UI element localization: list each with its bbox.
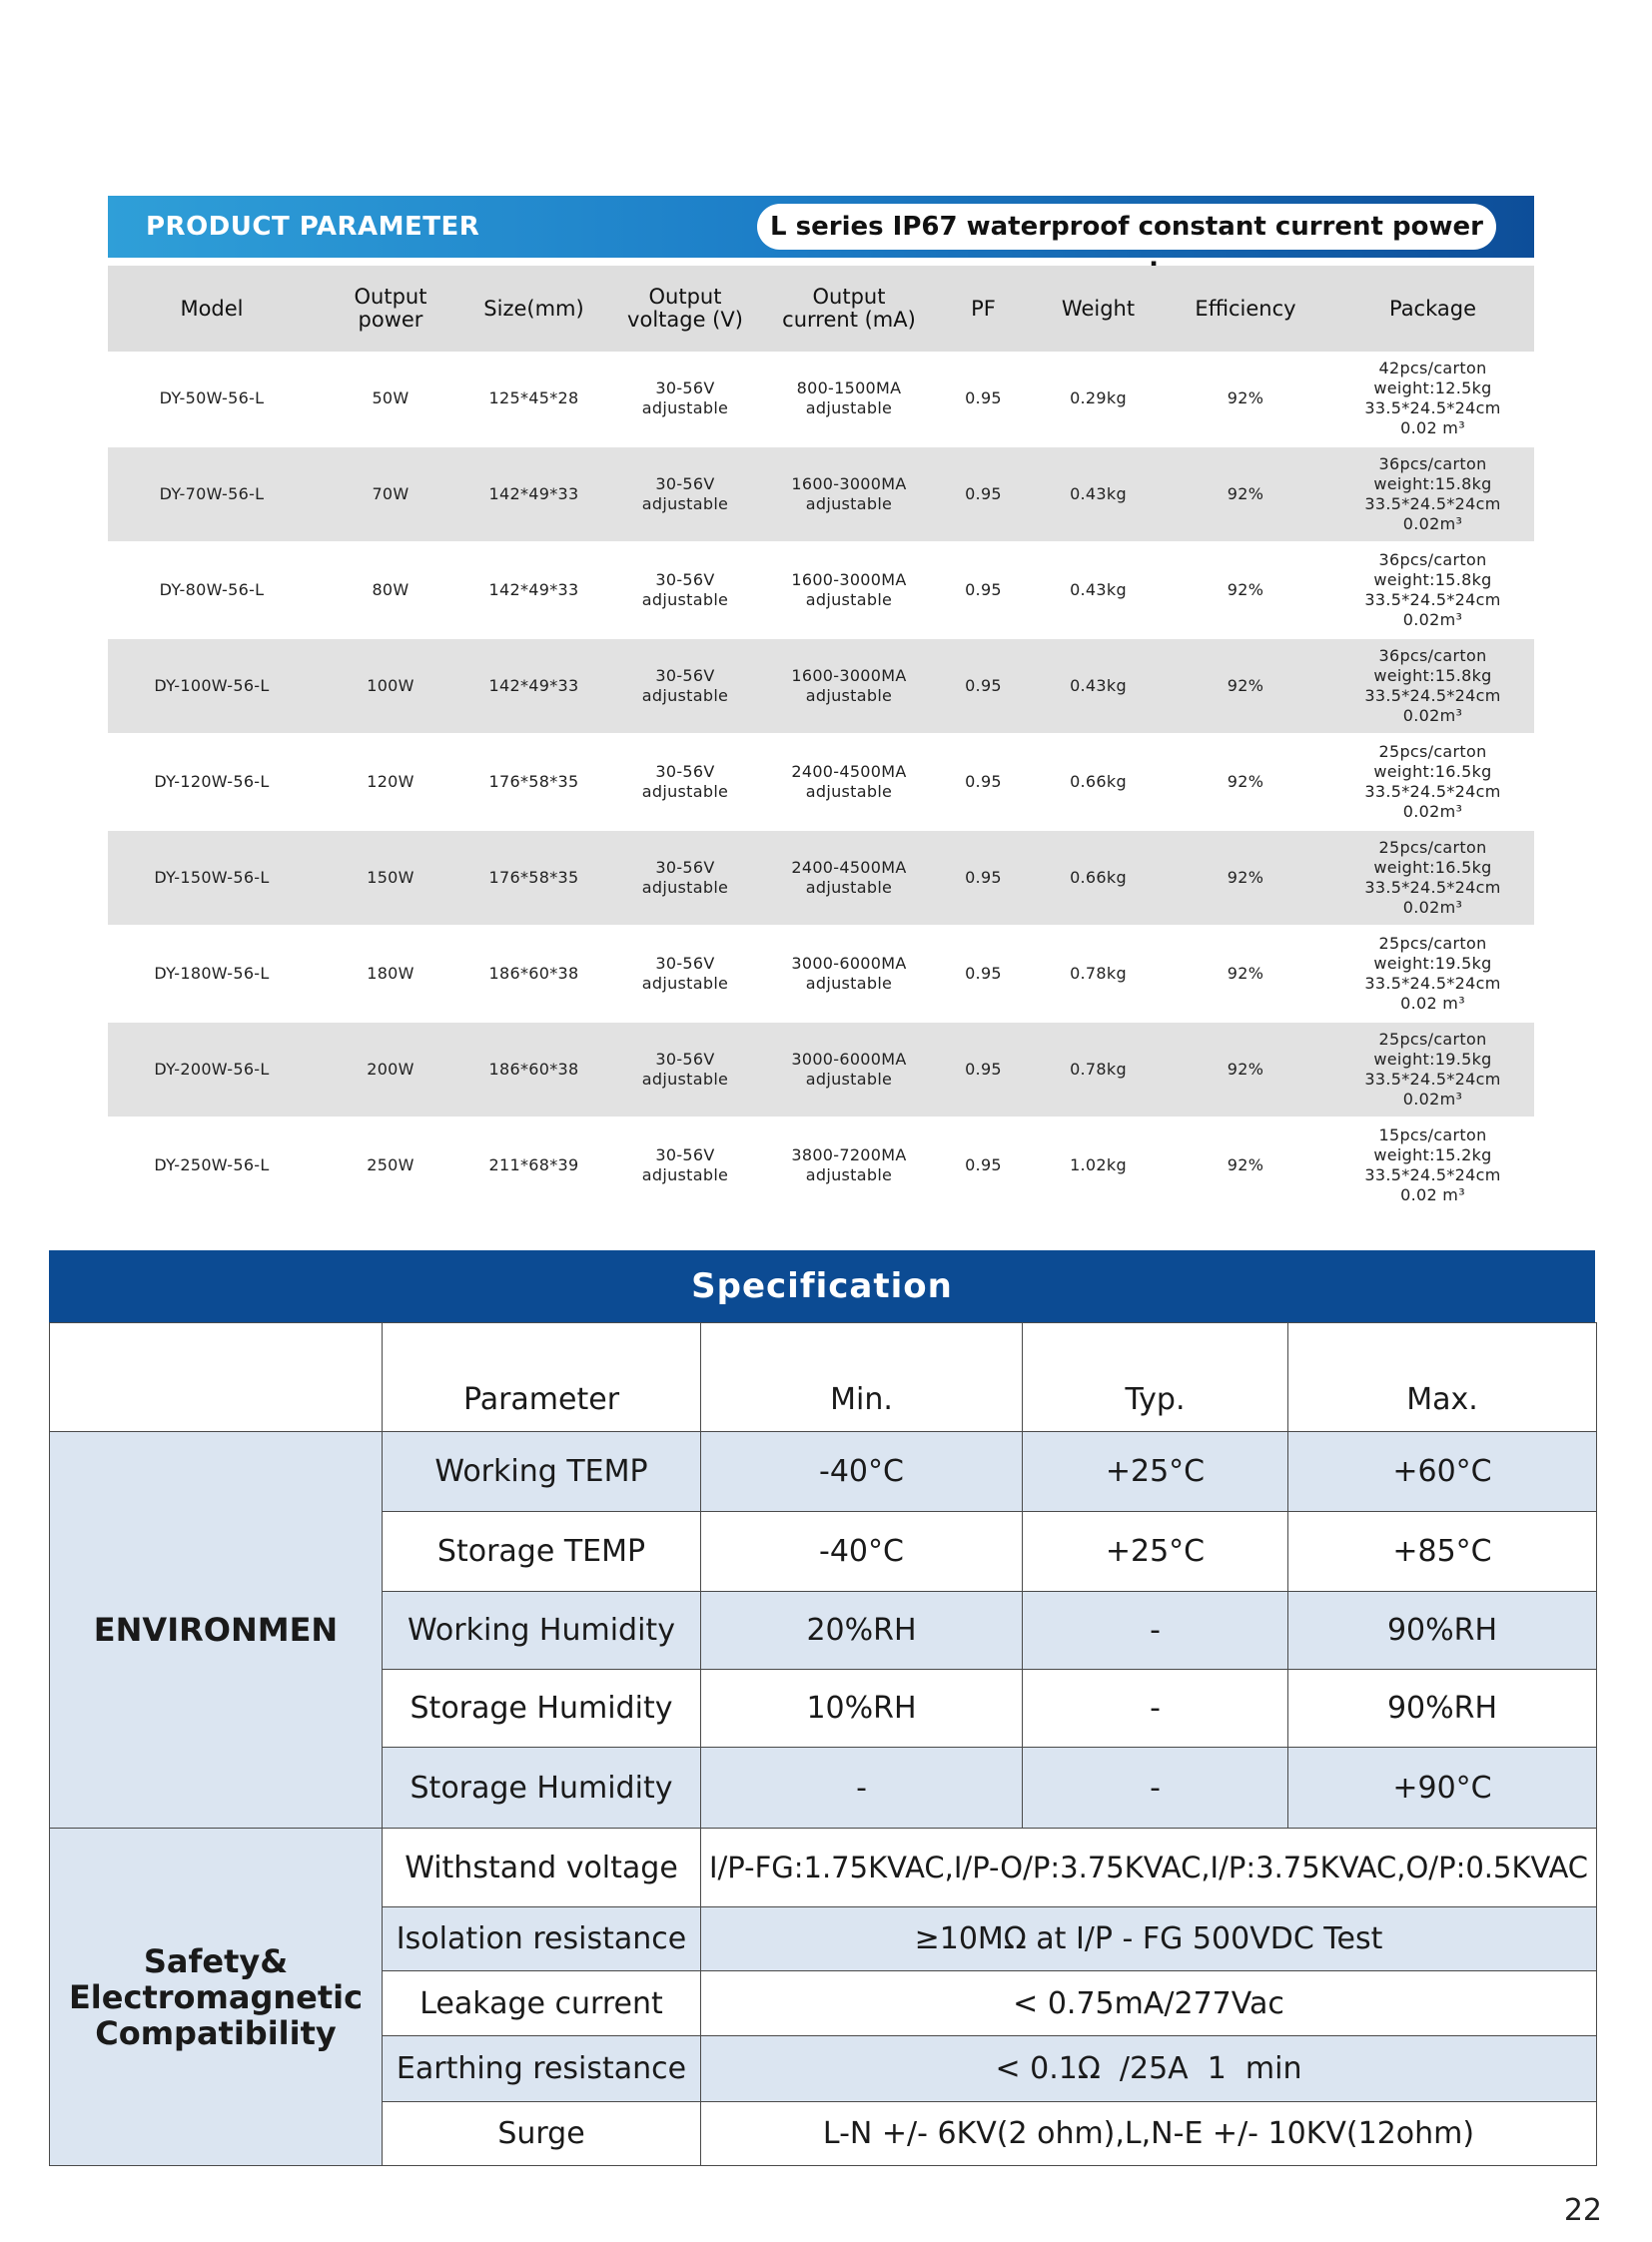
current-cell-line: 1600-3000MA xyxy=(791,666,907,685)
size-cell: 125*45*28 xyxy=(488,388,579,407)
voltage-cell-line: adjustable xyxy=(641,590,729,609)
voltage-cell xyxy=(602,927,768,1021)
spec-value: < 0.1Ω /25A 1 min xyxy=(701,2036,1597,2102)
current-cell-line: adjustable xyxy=(805,782,893,801)
spec-value: < 0.75mA/277Vac xyxy=(701,1971,1597,2036)
efficiency-cell: 92% xyxy=(1227,964,1264,983)
header-efficiency: Efficiency xyxy=(1160,266,1331,352)
package-cell-line: weight:19.5kg xyxy=(1373,954,1492,973)
voltage-cell-line: 30-56V xyxy=(655,1050,715,1069)
size-cell: 186*60*38 xyxy=(488,964,579,983)
header-output-voltage: Output voltage (V) xyxy=(602,266,768,352)
current-cell xyxy=(768,352,930,445)
voltage-cell xyxy=(602,1119,768,1212)
spec-value: ≥10MΩ at I/P - FG 500VDC Test xyxy=(701,1907,1597,1971)
spec-typ: - xyxy=(1023,1748,1288,1829)
package-cell-line: weight:15.8kg xyxy=(1373,570,1492,589)
package-cell-line: 0.02m³ xyxy=(1402,898,1463,917)
specification-title: Specification xyxy=(49,1250,1595,1322)
current-cell-line: 3800-7200MA xyxy=(791,1145,907,1164)
power-cell: 150W xyxy=(316,831,465,925)
size-cell: 186*60*38 xyxy=(465,1023,602,1117)
package-cell-line: weight:16.5kg xyxy=(1373,762,1492,781)
package-cell-line: 25pcs/carton xyxy=(1378,742,1487,761)
product-parameter-table xyxy=(108,266,1534,1212)
package-cell-line: weight:15.8kg xyxy=(1373,474,1492,493)
spec-min: - xyxy=(701,1748,1023,1829)
package-cell-line: 0.02m³ xyxy=(1402,706,1463,725)
package-cell xyxy=(1331,447,1534,541)
package-cell-line: 0.02m³ xyxy=(1402,514,1463,533)
package-cell-line: 33.5*24.5*24cm xyxy=(1364,782,1501,801)
specification-table xyxy=(49,1322,1597,2166)
spec-header-min: Min. xyxy=(701,1323,1023,1432)
spec-max: +90°C xyxy=(1288,1748,1597,1829)
voltage-cell-line: adjustable xyxy=(641,1070,729,1089)
package-cell xyxy=(1331,639,1534,733)
current-cell-line: adjustable xyxy=(805,398,893,417)
model-cell: DY-120W-56-L xyxy=(154,772,270,791)
model-cell: DY-50W-56-L xyxy=(159,388,265,407)
product-row xyxy=(108,1023,1534,1117)
spec-param: Isolation resistance xyxy=(383,1907,701,1971)
spec-param: Withstand voltage xyxy=(383,1829,701,1907)
package-cell-line: 0.02m³ xyxy=(1402,1090,1463,1109)
package-cell-line: 25pcs/carton xyxy=(1378,934,1487,953)
product-row xyxy=(108,927,1534,1021)
current-cell xyxy=(768,735,930,829)
product-row xyxy=(108,831,1534,925)
voltage-cell-line: adjustable xyxy=(641,686,729,705)
voltage-cell xyxy=(602,639,768,733)
current-cell-line: 800-1500MA xyxy=(796,378,902,397)
product-parameter-banner xyxy=(108,196,1534,258)
power-cell: 100W xyxy=(316,639,465,733)
efficiency-cell: 92% xyxy=(1160,447,1331,541)
voltage-cell-line: adjustable xyxy=(641,1165,729,1184)
current-cell xyxy=(768,639,930,733)
spec-param: Surge xyxy=(383,2102,701,2166)
current-cell-line: adjustable xyxy=(805,974,893,993)
spec-row xyxy=(50,1829,1597,1907)
package-cell-line: weight:15.2kg xyxy=(1373,1145,1492,1164)
current-cell-line: 2400-4500MA xyxy=(791,858,907,877)
power-cell: 80W xyxy=(372,580,410,599)
banner-title: PRODUCT PARAMETER xyxy=(146,212,480,242)
voltage-cell-line: 30-56V xyxy=(655,666,715,685)
header-pf: PF xyxy=(930,266,1037,352)
product-row xyxy=(108,447,1534,541)
current-cell-line: adjustable xyxy=(805,686,893,705)
package-cell-line: 33.5*24.5*24cm xyxy=(1364,1070,1501,1089)
efficiency-cell: 92% xyxy=(1227,388,1264,407)
pf-cell: 0.95 xyxy=(965,964,1002,983)
power-cell: 120W xyxy=(367,772,414,791)
banner-series-title: L series IP67 waterproof constant current power xyxy=(757,204,1496,250)
weight-cell: 0.29kg xyxy=(1070,388,1127,407)
voltage-cell xyxy=(602,831,768,925)
voltage-cell-line: 30-56V xyxy=(655,570,715,589)
pf-cell: 0.95 xyxy=(930,1023,1037,1117)
package-cell-line: 33.5*24.5*24cm xyxy=(1364,494,1501,513)
spec-param: Working Humidity xyxy=(383,1592,701,1670)
product-row xyxy=(108,352,1534,445)
safety-group-line: Compatibility xyxy=(95,2013,337,2052)
package-cell-line: 36pcs/carton xyxy=(1378,454,1487,473)
package-cell-line: 33.5*24.5*24cm xyxy=(1364,686,1501,705)
spec-param: Earthing resistance xyxy=(383,2036,701,2102)
package-cell xyxy=(1331,352,1534,445)
package-cell-line: 0.02 m³ xyxy=(1400,994,1465,1013)
current-cell xyxy=(768,1119,930,1212)
pf-cell: 0.95 xyxy=(930,639,1037,733)
spec-header-typ: Typ. xyxy=(1023,1323,1288,1432)
weight-cell: 0.66kg xyxy=(1037,831,1160,925)
model-cell: DY-200W-56-L xyxy=(108,1023,316,1117)
spec-max: +85°C xyxy=(1288,1512,1597,1592)
pf-cell: 0.95 xyxy=(965,1155,1002,1174)
current-cell xyxy=(768,927,930,1021)
voltage-cell-line: 30-56V xyxy=(655,1145,715,1164)
pf-cell: 0.95 xyxy=(930,447,1037,541)
spec-min: 10%RH xyxy=(701,1670,1023,1748)
spec-min: 20%RH xyxy=(701,1592,1023,1670)
package-cell-line: 15pcs/carton xyxy=(1378,1125,1487,1144)
size-cell: 142*49*33 xyxy=(465,639,602,733)
package-cell-line: weight:15.8kg xyxy=(1373,666,1492,685)
power-cell: 250W xyxy=(367,1155,414,1174)
pf-cell: 0.95 xyxy=(965,388,1002,407)
efficiency-cell: 92% xyxy=(1160,831,1331,925)
package-cell-line: 33.5*24.5*24cm xyxy=(1364,878,1501,897)
size-cell: 142*49*33 xyxy=(465,447,602,541)
spec-param: Storage Humidity xyxy=(383,1748,701,1829)
weight-cell: 0.43kg xyxy=(1037,447,1160,541)
header-weight: Weight xyxy=(1037,266,1160,352)
package-cell-line: 25pcs/carton xyxy=(1378,1030,1487,1049)
power-cell: 70W xyxy=(316,447,465,541)
current-cell xyxy=(768,1023,930,1117)
model-cell: DY-150W-56-L xyxy=(108,831,316,925)
power-cell: 200W xyxy=(316,1023,465,1117)
header-package: Package xyxy=(1331,266,1534,352)
spec-param: Working TEMP xyxy=(383,1432,701,1512)
spec-row xyxy=(50,1432,1597,1512)
pf-cell: 0.95 xyxy=(930,831,1037,925)
current-cell xyxy=(768,447,930,541)
current-cell-line: 2400-4500MA xyxy=(791,762,907,781)
product-row xyxy=(108,1119,1534,1212)
efficiency-cell: 92% xyxy=(1227,772,1264,791)
package-cell xyxy=(1331,1119,1534,1212)
header-size: Size(mm) xyxy=(465,266,602,352)
spec-min: -40°C xyxy=(701,1512,1023,1592)
package-cell xyxy=(1331,831,1534,925)
voltage-cell-line: adjustable xyxy=(641,494,729,513)
package-cell xyxy=(1331,1023,1534,1117)
package-cell-line: 25pcs/carton xyxy=(1378,838,1487,857)
model-cell: DY-70W-56-L xyxy=(108,447,316,541)
spec-typ: - xyxy=(1023,1592,1288,1670)
model-cell: DY-250W-56-L xyxy=(154,1155,270,1174)
package-cell-line: 0.02 m³ xyxy=(1400,1185,1465,1204)
voltage-cell-line: 30-56V xyxy=(655,378,715,397)
weight-cell: 1.02kg xyxy=(1070,1155,1127,1174)
safety-group-line: Safety& xyxy=(143,1941,289,1980)
product-row xyxy=(108,735,1534,829)
model-cell: DY-80W-56-L xyxy=(159,580,265,599)
current-cell-line: 3000-6000MA xyxy=(791,954,907,973)
spec-min: -40°C xyxy=(701,1432,1023,1512)
efficiency-cell: 92% xyxy=(1160,639,1331,733)
pf-cell: 0.95 xyxy=(965,580,1002,599)
package-cell-line: 36pcs/carton xyxy=(1378,646,1487,665)
package-cell-line: weight:19.5kg xyxy=(1373,1050,1492,1069)
product-row xyxy=(108,639,1534,733)
weight-cell: 0.43kg xyxy=(1037,639,1160,733)
package-cell-line: weight:16.5kg xyxy=(1373,858,1492,877)
voltage-cell-line: 30-56V xyxy=(655,954,715,973)
package-cell-line: 42pcs/carton xyxy=(1378,359,1487,377)
spec-param: Leakage current xyxy=(383,1971,701,2036)
spec-value: I/P-FG:1.75KVAC,I/P-O/P:3.75KVAC,I/P:3.75KVAC,O/P:0.5KVAC xyxy=(701,1829,1597,1907)
safety-group-line: Electromagnetic xyxy=(68,1977,364,2016)
spec-max: 90%RH xyxy=(1288,1592,1597,1670)
efficiency-cell: 92% xyxy=(1160,1023,1331,1117)
package-cell-line: 0.02m³ xyxy=(1402,610,1463,629)
weight-cell: 0.78kg xyxy=(1070,964,1127,983)
spec-max: +60°C xyxy=(1288,1432,1597,1512)
package-cell-line: weight:12.5kg xyxy=(1373,378,1492,397)
spec-max: 90%RH xyxy=(1288,1670,1597,1748)
weight-cell: 0.43kg xyxy=(1070,580,1127,599)
current-cell xyxy=(768,543,930,637)
current-cell-line: 3000-6000MA xyxy=(791,1050,907,1069)
spec-header-max: Max. xyxy=(1288,1323,1597,1432)
voltage-cell xyxy=(602,1023,768,1117)
current-cell-line: adjustable xyxy=(805,1165,893,1184)
spec-header-row xyxy=(50,1323,1597,1432)
package-cell xyxy=(1331,543,1534,637)
voltage-cell-line: adjustable xyxy=(641,974,729,993)
model-cell: DY-100W-56-L xyxy=(108,639,316,733)
spec-header-parameter: Parameter xyxy=(383,1323,701,1432)
package-cell-line: 0.02m³ xyxy=(1402,802,1463,821)
header-output-power: Output power xyxy=(316,266,465,352)
power-cell: 50W xyxy=(372,388,410,407)
size-cell: 211*68*39 xyxy=(488,1155,579,1174)
size-cell: 176*58*35 xyxy=(488,772,579,791)
efficiency-cell: 92% xyxy=(1227,580,1264,599)
spec-typ: - xyxy=(1023,1670,1288,1748)
model-cell: DY-180W-56-L xyxy=(154,964,270,983)
pf-cell: 0.95 xyxy=(965,772,1002,791)
current-cell-line: 1600-3000MA xyxy=(791,474,907,493)
weight-cell: 0.78kg xyxy=(1037,1023,1160,1117)
current-cell-line: 1600-3000MA xyxy=(791,570,907,589)
product-table-header xyxy=(108,266,1534,352)
environment-group-label: ENVIRONMEN xyxy=(50,1432,383,1829)
current-cell-line: adjustable xyxy=(805,1070,893,1089)
voltage-cell-line: adjustable xyxy=(641,878,729,897)
spec-param: Storage Humidity xyxy=(383,1670,701,1748)
voltage-cell xyxy=(602,352,768,445)
package-cell-line: 33.5*24.5*24cm xyxy=(1364,398,1501,417)
spec-value: L-N +/- 6KV(2 ohm),L,N-E +/- 10KV(12ohm) xyxy=(701,2102,1597,2166)
header-output-current: Output current (mA) xyxy=(768,266,930,352)
voltage-cell-line: 30-56V xyxy=(655,474,715,493)
efficiency-cell: 92% xyxy=(1227,1155,1264,1174)
current-cell xyxy=(768,831,930,925)
voltage-cell xyxy=(602,447,768,541)
power-cell: 180W xyxy=(367,964,414,983)
size-cell: 142*49*33 xyxy=(488,580,579,599)
voltage-cell xyxy=(602,543,768,637)
voltage-cell-line: adjustable xyxy=(641,398,729,417)
current-cell-line: adjustable xyxy=(805,878,893,897)
package-cell-line: 36pcs/carton xyxy=(1378,550,1487,569)
weight-cell: 0.66kg xyxy=(1070,772,1127,791)
current-cell-line: adjustable xyxy=(805,494,893,513)
package-cell xyxy=(1331,927,1534,1021)
size-cell: 176*58*35 xyxy=(465,831,602,925)
current-cell-line: adjustable xyxy=(805,590,893,609)
package-cell-line: 33.5*24.5*24cm xyxy=(1364,590,1501,609)
voltage-cell-line: 30-56V xyxy=(655,858,715,877)
voltage-cell xyxy=(602,735,768,829)
header-model: Model xyxy=(108,266,316,352)
product-row xyxy=(108,543,1534,637)
voltage-cell-line: 30-56V xyxy=(655,762,715,781)
package-cell-line: 0.02 m³ xyxy=(1400,418,1465,437)
spec-param: Storage TEMP xyxy=(383,1512,701,1592)
safety-group-label xyxy=(50,1829,383,2166)
package-cell-line: 33.5*24.5*24cm xyxy=(1364,1165,1501,1184)
voltage-cell-line: adjustable xyxy=(641,782,729,801)
spec-typ: +25°C xyxy=(1023,1512,1288,1592)
package-cell-line: 33.5*24.5*24cm xyxy=(1364,974,1501,993)
package-cell xyxy=(1331,735,1534,829)
page-number: 22 xyxy=(1563,2193,1602,2228)
spec-header-blank xyxy=(50,1323,383,1432)
spec-typ: +25°C xyxy=(1023,1432,1288,1512)
